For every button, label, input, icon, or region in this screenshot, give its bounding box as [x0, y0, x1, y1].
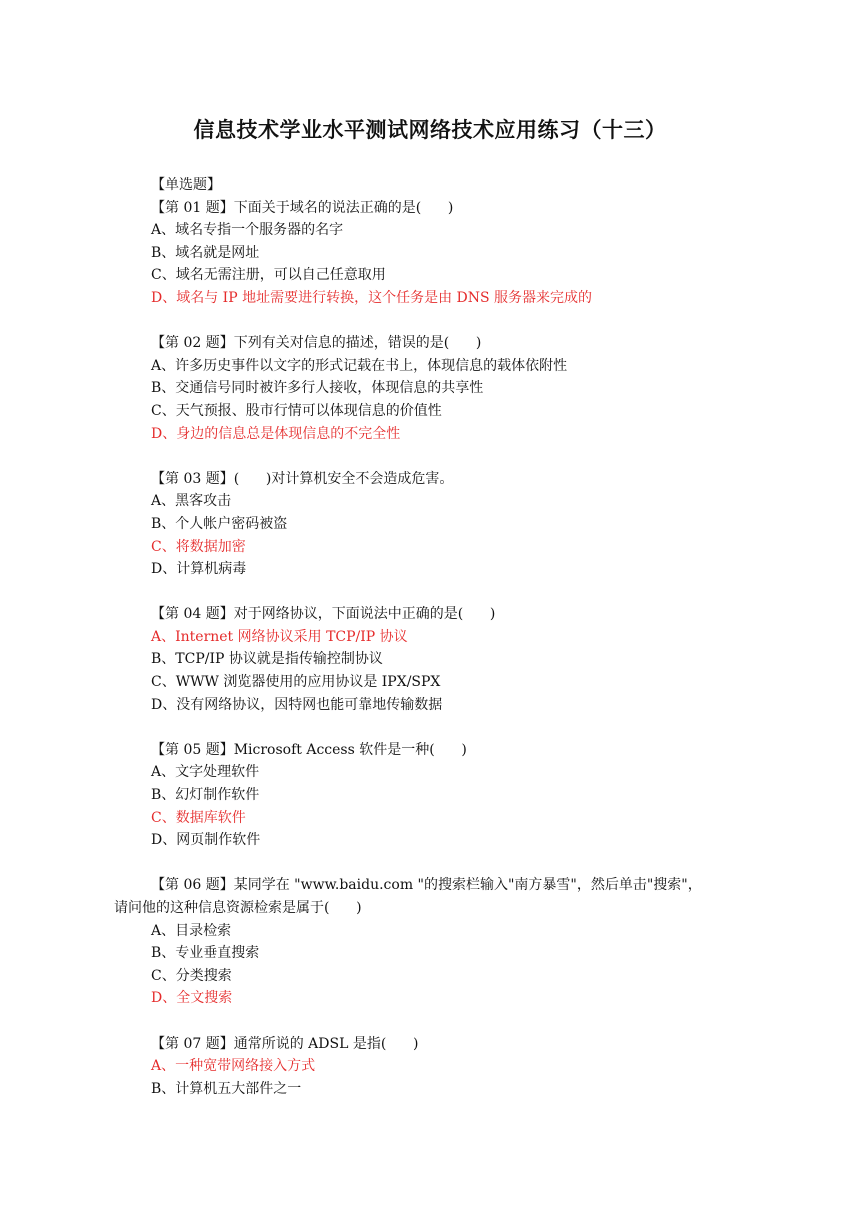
- question-block: [114, 874, 754, 1010]
- spacer: [114, 852, 754, 875]
- question-block: [114, 468, 754, 581]
- option-b: B、计算机五大部件之一: [151, 1080, 302, 1097]
- option-b: B、幻灯制作软件: [151, 787, 260, 804]
- question-stem: 【第 05 题】Microsoft Access 软件是一种( ): [151, 741, 467, 758]
- question-stem: 【第 04 题】对于网络协议，下面说法中正确的是( ): [151, 606, 496, 623]
- option-b: B、专业垂直搜索: [151, 945, 260, 962]
- option-c-answer: C、数据库软件: [151, 809, 246, 826]
- option-d: D、没有网络协议，因特网也能可靠地传输数据: [151, 696, 443, 713]
- spacer: [114, 310, 754, 333]
- question-stem: 【第 03 题】( )对计算机安全不会造成危害。: [151, 470, 454, 487]
- question-stem: 【第 07 题】通常所说的 ADSL 是指( ): [151, 1035, 419, 1052]
- spacer: [114, 581, 754, 604]
- document-title: 信息技术学业水平测试网络技术应用练习（十三）: [193, 118, 667, 142]
- option-c: C、WWW 浏览器使用的应用协议是 IPX/SPX: [151, 674, 441, 691]
- option-b: B、个人帐户密码被盗: [151, 515, 288, 532]
- question-stem: 【第 02 题】下列有关对信息的描述，错误的是( ): [151, 335, 482, 352]
- spacer: [114, 1010, 754, 1033]
- question-block: [114, 197, 754, 310]
- question-stem-continued: 请问他的这种信息资源检索是属于( ): [114, 900, 362, 916]
- option-a: A、许多历史事件以文字的形式记载在书上，体现信息的载体依附性: [151, 357, 568, 374]
- option-d-answer: D、域名与 IP 地址需要进行转换，这个任务是由 DNS 服务器来完成的: [151, 289, 593, 306]
- option-a: A、域名专指一个服务器的名字: [151, 222, 344, 239]
- option-c: C、天气预报、股市行情可以体现信息的价值性: [151, 402, 442, 419]
- option-d-answer: D、身边的信息总是体现信息的不完全性: [151, 425, 401, 442]
- option-c: C、域名无需注册，可以自己任意取用: [151, 267, 386, 284]
- option-a: A、黑客攻击: [151, 493, 232, 510]
- spacer: [114, 716, 754, 739]
- option-b: B、TCP/IP 协议就是指传输控制协议: [151, 651, 383, 668]
- option-d: D、计算机病毒: [151, 561, 247, 578]
- question-block: [114, 603, 754, 716]
- question-stem: 【第 06 题】某同学在 "www.baidu.com "的搜索栏输入"南方暴雪"，然后单击"搜索"，: [151, 877, 702, 894]
- question-block: [114, 739, 754, 852]
- option-d: D、网页制作软件: [151, 832, 261, 849]
- option-c-answer: C、将数据加密: [151, 538, 246, 555]
- option-b: B、交通信号同时被许多行人接收，体现信息的共享性: [151, 380, 484, 397]
- section-label: 【单选题】: [151, 177, 221, 193]
- option-b: B、域名就是网址: [151, 244, 260, 261]
- document-body: [114, 174, 754, 1100]
- option-a-answer: A、Internet 网络协议采用 TCP/IP 协议: [151, 628, 408, 645]
- question-stem: 【第 01 题】下面关于域名的说法正确的是( ): [151, 199, 454, 216]
- option-a: A、目录检索: [151, 922, 232, 939]
- spacer: [114, 445, 754, 468]
- option-d-answer: D、全文搜索: [151, 990, 233, 1007]
- option-a: A、文字处理软件: [151, 764, 260, 781]
- question-block: [114, 332, 754, 445]
- option-a-answer: A、一种宽带网络接入方式: [151, 1058, 316, 1075]
- option-c: C、分类搜索: [151, 967, 232, 984]
- question-block: [114, 1033, 754, 1101]
